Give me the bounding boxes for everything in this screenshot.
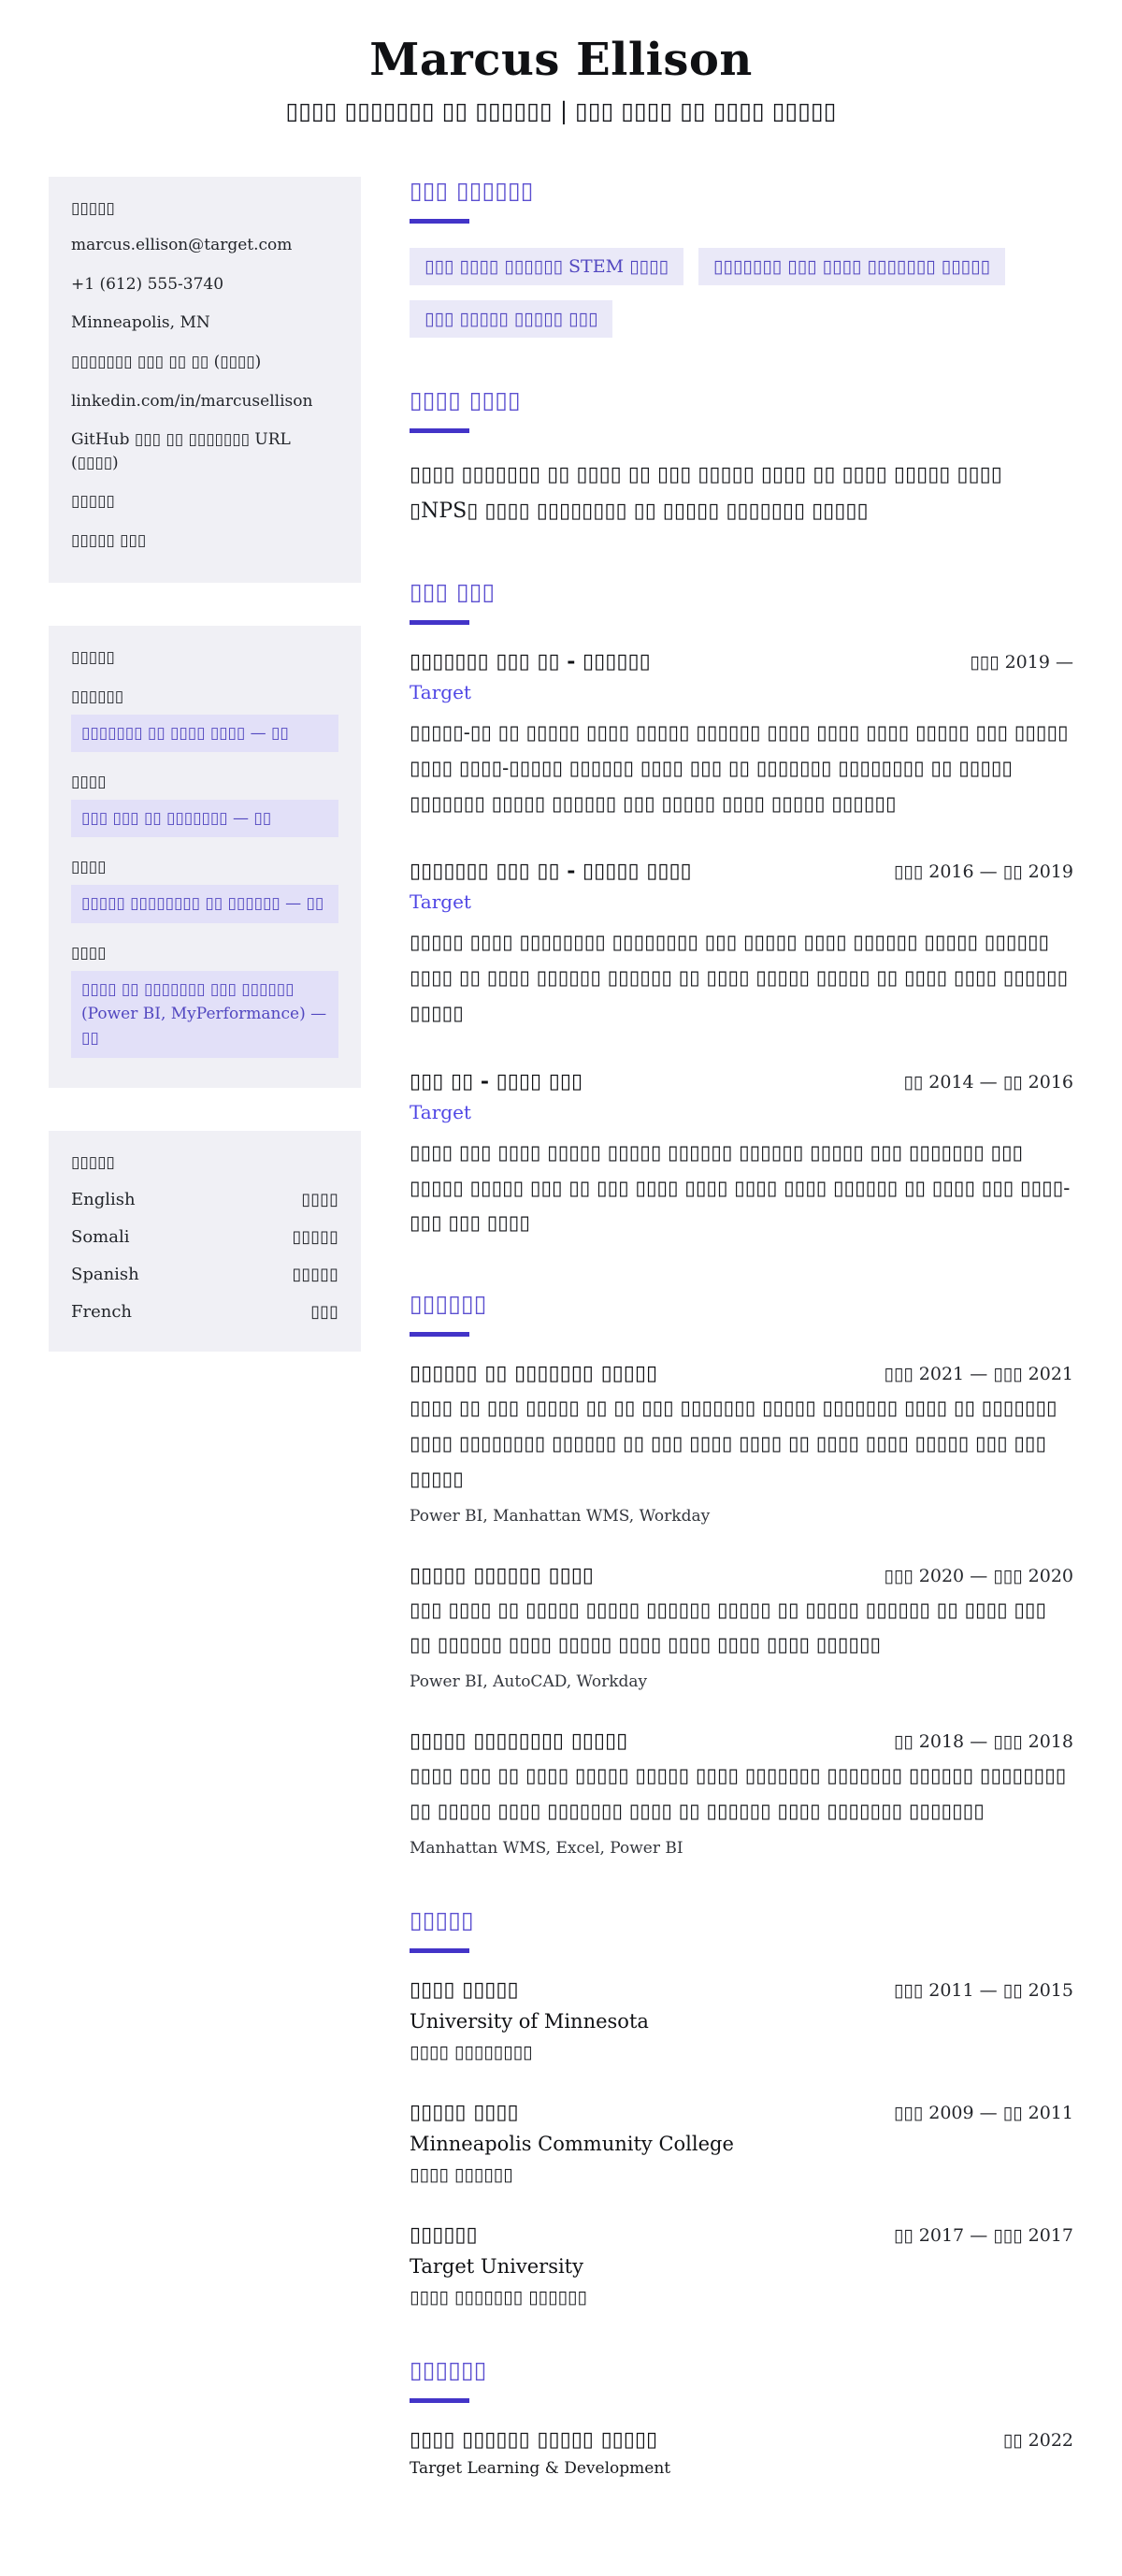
section-rule — [410, 1948, 469, 1953]
highlight-chip: ▯▯▯ ▯▯▯▯▯ ▯▯▯▯▯ ▯▯▯ — [410, 300, 612, 338]
section-education — [410, 1906, 1073, 2308]
skill-group-label: ▯▯▯▯▯▯ — [71, 687, 124, 706]
summary-text: ▯▯▯▯ ▯▯▯▯▯▯▯ ▯▯ ▯▯▯▯ ▯▯ ▯▯▯ ▯▯▯▯▯ ▯▯▯▯ ▯▯ ▯▯▯▯ ▯▯▯▯▯ ▯▯▯▯ ▯NPS▯ ▯▯▯▯ ▯▯▯▯▯▯▯▯ ▯▯ ▯▯▯▯▯ ▯▯▯▯▯▯▯ ▯▯▯▯▯ — [410, 463, 1002, 523]
job-role: ▯▯▯▯▯▯▯ ▯▯▯ ▯▯ - ▯▯▯▯▯▯ — [410, 649, 651, 673]
skill-group-label: ▯▯▯▯ — [71, 773, 107, 792]
language-row — [71, 1265, 338, 1284]
degree: ▯▯▯▯▯ ▯▯▯▯ — [410, 2099, 519, 2124]
main-content — [410, 177, 1073, 2526]
contact-website: ▯▯▯▯▯▯▯ ▯▯▯ ▯▯ ▯▯ (▯▯▯▯) — [71, 352, 262, 371]
school-name: Minneapolis Community College — [410, 2132, 734, 2155]
language-name: English — [71, 1189, 136, 1209]
education-dates: ▯▯ 2017 — ▯▯▯ 2017 — [893, 2224, 1073, 2246]
job-role: ▯▯▯▯▯▯▯ ▯▯▯ ▯▯ - ▯▯▯▯▯ ▯▯▯▯ — [410, 859, 692, 884]
certifications-title: ▯▯▯▯▯▯ — [410, 2355, 487, 2383]
language-name: French — [71, 1301, 133, 1322]
section-highlights — [410, 177, 1073, 338]
project-description: ▯▯▯▯ ▯▯ ▯▯▯ ▯▯▯▯▯ ▯▯ ▯▯ ▯▯▯ ▯▯▯▯▯▯▯ ▯▯▯▯▯ ▯▯▯▯▯▯▯ ▯▯▯▯ ▯▯ ▯▯▯▯▯▯▯ ▯▯▯▯ ▯▯▯▯▯▯▯▯ ▯▯▯▯▯▯ ▯▯ ▯▯▯ ▯▯▯▯ ▯▯▯▯ ▯▯ ▯▯▯▯ ▯▯▯▯ ▯▯▯▯▯ ▯▯▯ ▯▯▯ ▯▯▯▯▯ — [410, 1397, 1057, 1490]
skill-chip: ▯▯▯▯▯▯▯ ▯▯ ▯▯▯▯ ▯▯▯▯ — ▯▯ — [71, 715, 338, 752]
project-description: ▯▯▯ ▯▯▯▯ ▯▯ ▯▯▯▯▯ ▯▯▯▯▯ ▯▯▯▯▯▯ ▯▯▯▯▯ ▯▯ ▯▯▯▯▯ ▯▯▯▯▯▯ ▯▯ ▯▯▯▯ ▯▯▯ ▯▯ ▯▯▯▯▯▯ ▯▯▯▯ ▯▯▯▯▯ ▯▯▯▯ ▯▯▯▯ ▯▯▯▯ ▯▯▯▯ ▯▯▯▯▯▯ — [410, 1598, 1047, 1657]
skill-chip: ▯▯▯▯▯ ▯▯▯▯▯▯▯▯ ▯▯ ▯▯▯▯▯▯ — ▯▯ — [71, 885, 338, 922]
language-level: ▯▯▯ — [310, 1301, 338, 1322]
project-item — [410, 1729, 1073, 1858]
school-name: Target University — [410, 2254, 583, 2278]
highlight-chip: ▯▯▯ ▯▯▯▯ ▯▯▯▯▯▯ STEM ▯▯▯▯ — [410, 248, 683, 285]
language-row — [71, 1302, 338, 1322]
skill-group — [71, 773, 338, 837]
job-description: ▯▯▯▯ ▯▯▯ ▯▯▯▯ ▯▯▯▯▯ ▯▯▯▯▯ ▯▯▯▯▯▯ ▯▯▯▯▯▯ ▯▯▯▯▯ ▯▯▯ ▯▯▯▯▯▯▯ ▯▯▯ ▯▯▯▯▯ ▯▯▯▯▯ ▯▯▯ ▯▯ ▯▯▯ ▯▯▯▯ ▯▯▯▯ ▯▯▯▯ ▯▯▯▯ ▯▯▯▯▯▯ ▯▯ ▯▯▯▯ ▯▯▯ ▯▯▯▯-▯▯▯ ▯▯▯ ▯▯▯▯ — [410, 1140, 1071, 1235]
skill-group — [71, 858, 338, 922]
education-item — [410, 2100, 1073, 2185]
language-level: ▯▯▯▯ — [301, 1189, 338, 1209]
contact-github: GitHub ▯▯▯ ▯▯ ▯▯▯▯▯▯▯ URL (▯▯▯▯) — [71, 430, 291, 472]
project-name: ▯▯▯▯▯ ▯▯▯▯▯▯ ▯▯▯▯ — [410, 1562, 594, 1587]
job-description: ▯▯▯▯▯-▯▯ ▯▯ ▯▯▯▯▯ ▯▯▯▯ ▯▯▯▯▯ ▯▯▯▯▯▯ ▯▯▯▯ ▯▯▯▯ ▯▯▯▯ ▯▯▯▯▯ ▯▯▯ ▯▯▯▯▯ ▯▯▯▯ ▯▯▯▯-▯▯▯▯▯ ▯▯▯▯▯▯ ▯▯▯▯ ▯▯▯ ▯▯ ▯▯▯▯▯▯▯ ▯▯▯▯▯▯▯▯ ▯▯ ▯▯▯▯▯ ▯▯▯▯▯▯▯ ▯▯▯▯▯ ▯▯▯▯▯▯ ▯▯▯ ▯▯▯▯▯ ▯▯▯▯ ▯▯▯▯▯ ▯▯▯▯▯▯ — [410, 721, 1069, 815]
education-dates: ▯▯▯ 2009 — ▯▯ 2011 — [893, 2102, 1073, 2123]
job-dates: ▯▯▯ 2019 — — [970, 652, 1073, 673]
skill-group — [71, 687, 338, 752]
company-link[interactable]: Target — [410, 890, 471, 914]
project-tech: Manhattan WMS, Excel, Power BI — [410, 1838, 683, 1858]
skill-group-label: ▯▯▯▯ — [71, 943, 107, 962]
highlights-title: ▯▯▯ ▯▯▯▯▯▯ — [410, 177, 534, 204]
school-name: University of Minnesota — [410, 2009, 649, 2033]
section-projects — [410, 1290, 1073, 1858]
candidate-name: Marcus Ellison — [369, 34, 753, 86]
job-role: ▯▯▯ ▯▯ - ▯▯▯▯ ▯▯▯ — [410, 1068, 583, 1093]
job-dates: ▯▯▯ 2016 — ▯▯ 2019 — [893, 861, 1073, 883]
experience-item — [410, 1069, 1073, 1241]
contact-email: marcus.ellison@target.com — [71, 236, 293, 254]
language-level: ▯▯▯▯▯ — [292, 1226, 338, 1247]
summary-title: ▯▯▯▯ ▯▯▯▯ — [410, 386, 521, 413]
project-item — [410, 1563, 1073, 1692]
contact-location: Minneapolis, MN — [71, 313, 210, 333]
candidate-tagline: ▯▯▯▯ ▯▯▯▯▯▯▯ ▯▯ ▯▯▯▯▯▯ | ▯▯▯ ▯▯▯▯ ▯▯ ▯▯▯▯ ▯▯▯▯▯ — [285, 97, 837, 124]
project-name: ▯▯▯▯▯ ▯▯▯▯▯▯▯▯ ▯▯▯▯▯ — [410, 1729, 628, 1754]
education-note: ▯▯▯▯ ▯▯▯▯▯▯ — [410, 2164, 513, 2185]
resume-header — [0, 0, 1122, 124]
contact-card — [49, 177, 361, 583]
experience-title: ▯▯▯ ▯▯▯ — [410, 578, 496, 605]
certification-name: ▯▯▯▯ ▯▯▯▯▯▯ ▯▯▯▯▯ ▯▯▯▯▯ — [410, 2426, 658, 2452]
certification-issuer: Target Learning & Development — [410, 2458, 671, 2478]
section-rule — [410, 219, 469, 224]
section-summary — [410, 386, 1073, 529]
education-dates: ▯▯▯ 2011 — ▯▯ 2015 — [893, 1979, 1073, 2001]
education-item — [410, 1977, 1073, 2062]
language-level: ▯▯▯▯▯ — [292, 1264, 338, 1284]
section-rule — [410, 620, 469, 625]
language-row — [71, 1190, 338, 1209]
contact-phone: +1 (612) 555-3740 — [71, 274, 224, 294]
certification-date: ▯▯ 2022 — [1002, 2429, 1073, 2451]
skill-chip: ▯▯▯ ▯▯▯ ▯▯ ▯▯▯▯▯▯▯ — ▯▯ — [71, 800, 338, 837]
skills-card — [49, 626, 361, 1088]
section-rule — [410, 2398, 469, 2403]
language-name: Somali — [71, 1226, 130, 1247]
job-dates: ▯▯ 2014 — ▯▯ 2016 — [903, 1071, 1073, 1093]
project-item — [410, 1361, 1073, 1525]
project-name: ▯▯▯▯▯▯ ▯▯ ▯▯▯▯▯▯▯ ▯▯▯▯▯ — [410, 1361, 658, 1386]
highlight-chips — [410, 248, 1073, 338]
education-note: ▯▯▯▯ ▯▯▯▯▯▯▯ ▯▯▯▯▯▯ — [410, 2286, 587, 2308]
project-tech: Power BI, AutoCAD, Workday — [410, 1672, 648, 1692]
section-rule — [410, 1332, 469, 1337]
degree: ▯▯▯▯ ▯▯▯▯▯ — [410, 1976, 519, 2002]
projects-title: ▯▯▯▯▯▯ — [410, 1290, 487, 1318]
project-tech: Power BI, Manhattan WMS, Workday — [410, 1506, 711, 1526]
education-title: ▯▯▯▯▯ — [410, 1905, 474, 1933]
company-link[interactable]: Target — [410, 1100, 471, 1123]
section-experience — [410, 578, 1073, 1241]
contact-linkedin: linkedin.com/in/marcusellison — [71, 391, 313, 411]
skill-group-label: ▯▯▯▯ — [71, 858, 107, 877]
skill-group — [71, 944, 338, 1058]
company-link[interactable]: Target — [410, 681, 471, 703]
degree: ▯▯▯▯▯▯ — [410, 2221, 478, 2247]
skills-title: ▯▯▯▯▯ — [71, 647, 115, 667]
job-description: ▯▯▯▯▯ ▯▯▯▯ ▯▯▯▯▯▯▯▯ ▯▯▯▯▯▯▯▯ ▯▯▯ ▯▯▯▯▯ ▯▯▯▯ ▯▯▯▯▯▯ ▯▯▯▯▯ ▯▯▯▯▯▯ ▯▯▯▯ ▯▯ ▯▯▯▯ ▯▯▯▯▯▯ ▯▯▯▯▯▯ ▯▯ ▯▯▯▯ ▯▯▯▯▯ ▯▯▯▯▯ ▯▯ ▯▯▯▯ ▯▯▯▯ ▯▯▯▯▯▯ ▯▯▯▯▯ — [410, 931, 1069, 1024]
sidebar — [49, 177, 361, 1395]
skill-chip: ▯▯▯▯ ▯▯ ▯▯▯▯▯▯▯ ▯▯▯ ▯▯▯▯▯▯ (Power BI, MyPerformance) — ▯▯ — [71, 971, 338, 1058]
language-row — [71, 1227, 338, 1247]
education-note: ▯▯▯▯ ▯▯▯▯▯▯▯▯ — [410, 2041, 533, 2062]
project-dates: ▯▯▯ 2020 — ▯▯▯ 2020 — [884, 1565, 1073, 1586]
experience-item — [410, 859, 1073, 1031]
project-dates: ▯▯ 2018 — ▯▯▯ 2018 — [893, 1731, 1073, 1753]
project-dates: ▯▯▯ 2021 — ▯▯▯ 2021 — [884, 1364, 1073, 1385]
resume-body — [0, 177, 1122, 2526]
languages-card — [49, 1131, 361, 1352]
contact-title: ▯▯▯▯▯ — [71, 199, 115, 218]
section-certifications — [410, 2356, 1073, 2478]
section-rule — [410, 428, 469, 433]
contact-note: ▯▯▯▯▯ ▯▯▯ — [71, 531, 147, 551]
language-name: Spanish — [71, 1264, 139, 1284]
project-description: ▯▯▯▯ ▯▯▯ ▯▯ ▯▯▯▯ ▯▯▯▯▯ ▯▯▯▯▯ ▯▯▯▯ ▯▯▯▯▯▯▯ ▯▯▯▯▯▯▯ ▯▯▯▯▯▯ ▯▯▯▯▯▯▯▯ ▯▯ ▯▯▯▯▯ ▯▯▯▯ ▯▯▯▯▯▯▯ ▯▯▯▯ ▯▯ ▯▯▯▯▯▯ ▯▯▯▯ ▯▯▯▯▯▯▯ ▯▯▯▯▯▯▯ — [410, 1764, 1067, 1822]
languages-title: ▯▯▯▯▯ — [71, 1152, 115, 1172]
certification-item — [410, 2427, 1073, 2478]
experience-item — [410, 649, 1073, 821]
contact-extra: ▯▯▯▯▯ — [71, 492, 115, 512]
education-item — [410, 2222, 1073, 2308]
highlight-chip: ▯▯▯▯▯▯▯ ▯▯▯ ▯▯▯▯ ▯▯▯▯▯▯▯ ▯▯▯▯▯ — [698, 248, 1005, 285]
